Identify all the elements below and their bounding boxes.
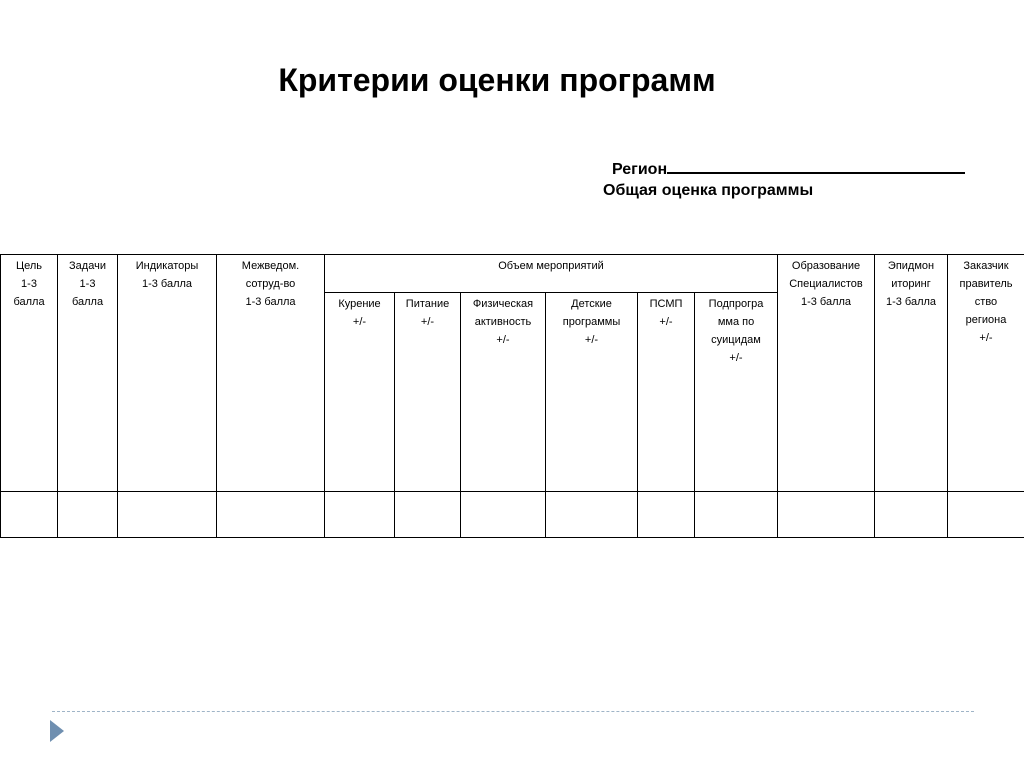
table-cell[interactable] [695, 492, 778, 538]
slide-arrow-icon [50, 720, 64, 742]
table-cell[interactable] [118, 492, 217, 538]
col-psmp: ПСМП +/- [638, 293, 695, 492]
col-customer: Заказчик правитель ство региона +/- [948, 255, 1024, 492]
region-label: Регион [612, 161, 668, 178]
table-cell[interactable] [395, 492, 461, 538]
table-cell[interactable] [217, 492, 325, 538]
table-cell[interactable] [546, 492, 638, 538]
col-nutrition: Питание +/- [395, 293, 461, 492]
table-cell[interactable] [948, 492, 1024, 538]
overall-score-label: Общая оценка программы [603, 182, 814, 199]
col-epidemic: Эпидмон иторинг 1-3 балла [875, 255, 948, 492]
table-header-row [1, 255, 1024, 293]
table-cell[interactable] [778, 492, 875, 538]
footer-divider [52, 711, 974, 712]
col-indicators: Индикаторы 1-3 балла [118, 255, 217, 492]
region-blank-line [667, 157, 965, 174]
col-education: Образование Специалистов 1-3 балла [778, 255, 875, 492]
col-suicide: Подпрогра мма по суицидам +/- [695, 293, 778, 492]
col-children: Детские программы +/- [546, 293, 638, 492]
col-smoking: Курение +/- [325, 293, 395, 492]
table-cell[interactable] [638, 492, 695, 538]
table-cell[interactable] [461, 492, 546, 538]
col-interdept: Межведом. сотруд-во 1-3 балла [217, 255, 325, 492]
col-goal: Цель 1-3 балла [1, 255, 58, 492]
col-physical: Физическая активность +/- [461, 293, 546, 492]
col-tasks: Задачи 1-3 балла [58, 255, 118, 492]
table-row [1, 492, 1024, 538]
table-cell[interactable] [325, 492, 395, 538]
criteria-table [0, 254, 1024, 538]
col-group-volume: Объем мероприятий [325, 255, 778, 293]
table-cell[interactable] [875, 492, 948, 538]
table-cell[interactable] [1, 492, 58, 538]
region-field [612, 157, 965, 179]
table-cell[interactable] [58, 492, 118, 538]
page-title: Критерии оценки программ [278, 62, 716, 98]
